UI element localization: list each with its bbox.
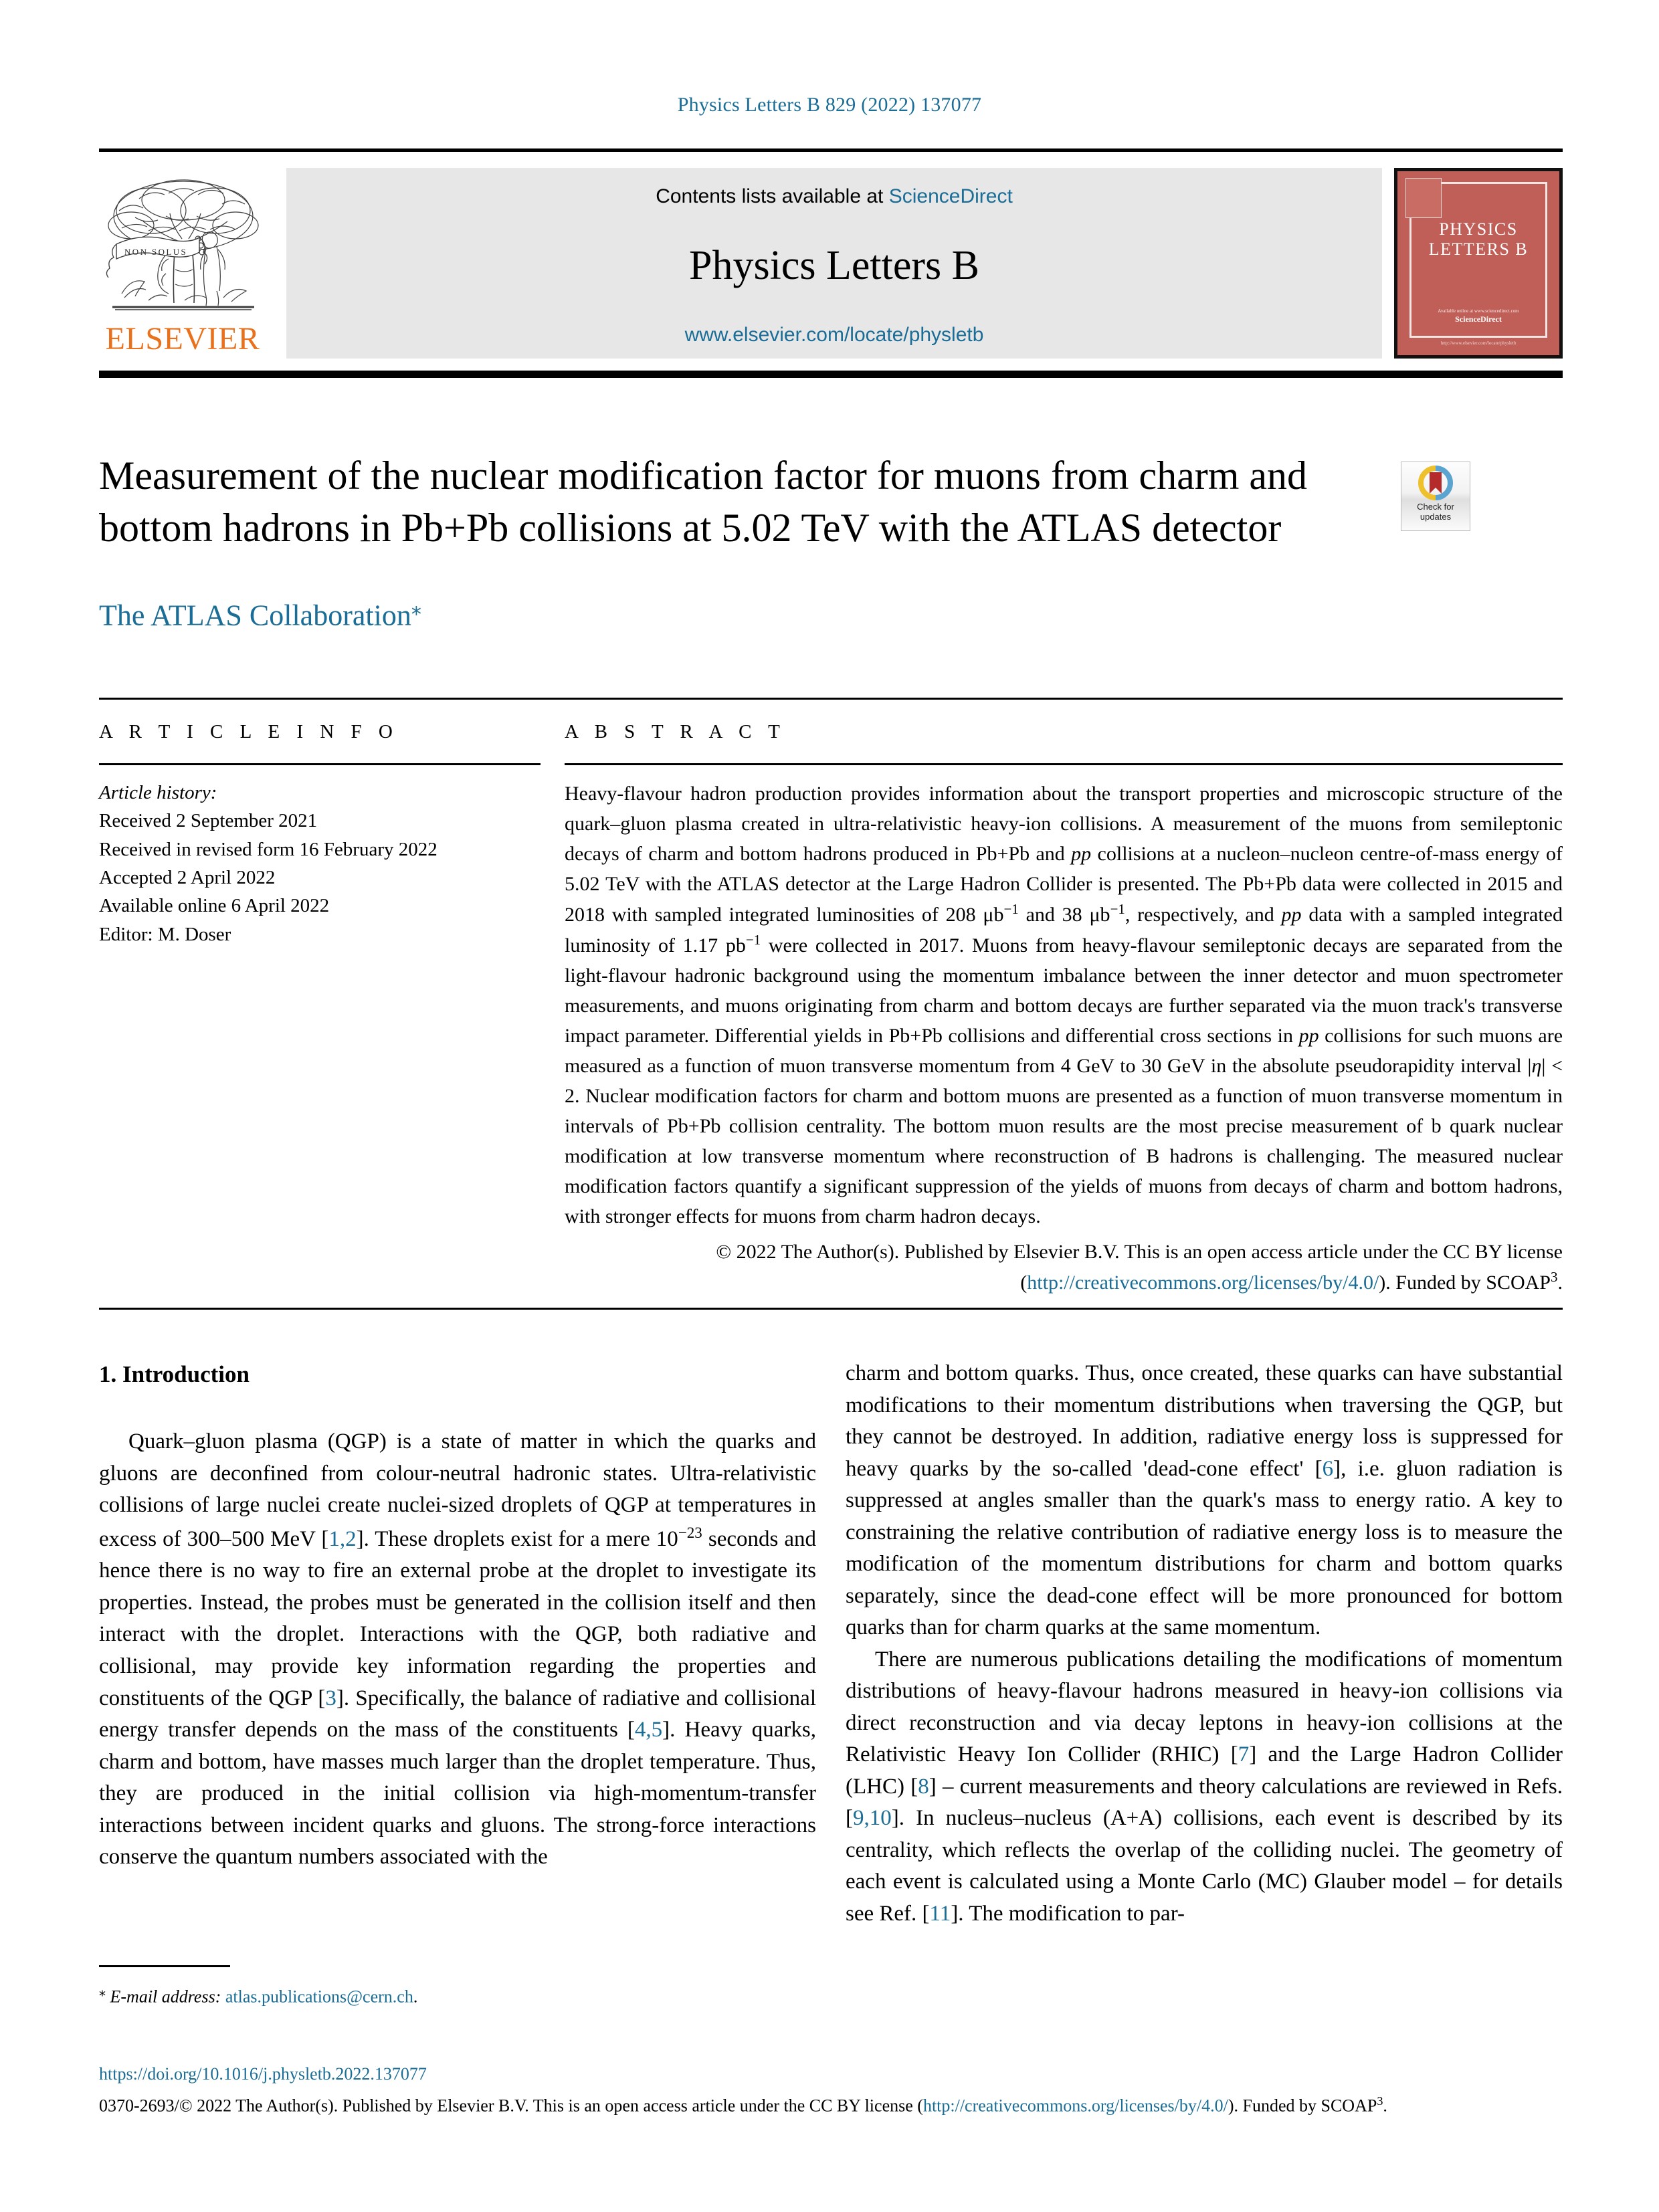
citation-ref[interactable]: 7 bbox=[1238, 1742, 1250, 1767]
body-column-right bbox=[846, 1358, 1563, 1930]
scoap-sup: 3 bbox=[1551, 1269, 1558, 1285]
footnote bbox=[99, 1983, 816, 2007]
footer-seg: . bbox=[1383, 2096, 1387, 2116]
abstract-top-rule bbox=[99, 698, 1563, 700]
abstract-seg: collisions for such muons are measured as a function of muon transverse momentum from 4 GeV to 30 GeV in the absolute pseudorapidity interval | bbox=[565, 1025, 1563, 1077]
copyright-seg: © 2022 The Author(s). Published by Elsevier B.V. This is an open access article under the CC BY license ( bbox=[716, 1241, 1563, 1294]
citation-ref[interactable]: 4,5 bbox=[634, 1718, 663, 1742]
page-footer bbox=[99, 2062, 1563, 2118]
abstract-pp: pp bbox=[1281, 904, 1302, 926]
body-sup: −23 bbox=[678, 1523, 702, 1541]
cc-license-link[interactable]: http://creativecommons.org/licenses/by/4.0/ bbox=[1027, 1272, 1379, 1294]
elsevier-tree-icon bbox=[104, 169, 262, 324]
footnote-marker: ⁎ bbox=[99, 1985, 106, 1999]
article-history-label: Article history: bbox=[99, 782, 217, 803]
body-seg: charm and bottom quarks. Thus, once created, these quarks can have substantial modifications to their momentum distributions when traversing the QGP, but they cannot be destroyed. In addition, radiative energy loss is suppressed for heavy quarks by the so-called 'dead-cone effect' [ bbox=[846, 1361, 1563, 1481]
abstract-pp: pp bbox=[1298, 1025, 1319, 1047]
body-seg: Quark–gluon plasma (QGP) is a state of matter in which the quarks and gluons are deconfined from colour-neutral hadronic states. Ultra-relativistic collisions of large nuclei create nuclei-sized droplets of QGP at temperatures in excess of 300–500 MeV [ bbox=[99, 1429, 816, 1551]
body-paragraph bbox=[846, 1644, 1563, 1930]
article-info-column bbox=[99, 721, 541, 1298]
elsevier-logo bbox=[99, 168, 274, 359]
abstract-bottom-rule bbox=[99, 1308, 1563, 1310]
running-head: Physics Letters B 829 (2022) 137077 bbox=[677, 94, 982, 116]
footer-seg: 0370-2693/© 2022 The Author(s). Published by Elsevier B.V. This is an open access article under the CC BY license ( bbox=[99, 2096, 923, 2116]
abstract-sup: −1 bbox=[1003, 901, 1019, 917]
abstract-body bbox=[565, 779, 1563, 1231]
body-seg: There are numerous publications detailing the modifications of momentum distributions of heavy-flavour hadrons measured in heavy-ion collisions via direct reconstruction and via decay leptons in heavy-ion collisions at the Relativistic Heavy Ion Collider (RHIC) [ bbox=[846, 1647, 1563, 1767]
footnote-rule bbox=[99, 1965, 230, 1967]
masthead-top-rule bbox=[99, 148, 1563, 152]
masthead-center-panel bbox=[286, 168, 1382, 359]
abstract-rule bbox=[565, 763, 1563, 765]
footer-cc-link[interactable]: http://creativecommons.org/licenses/by/4.0/ bbox=[922, 2096, 1228, 2116]
doi-link[interactable]: https://doi.org/10.1016/j.physletb.2022.137077 bbox=[99, 2064, 427, 2084]
article-body bbox=[99, 1358, 1563, 1930]
crossmark-label-line2: updates bbox=[1420, 511, 1452, 522]
non-solus-text: NON SOLUS bbox=[124, 247, 188, 257]
body-seg: seconds and hence there is no way to fire an external probe at the droplet to investigate its properties. Instead, the probes must be generated in the collision itself and then interact with the droplet. Interactions with the QGP, both radiative and collisional, may provide key information regarding the properties and constituents of the QGP [ bbox=[99, 1526, 816, 1710]
citation-ref[interactable]: 11 bbox=[929, 1901, 951, 1926]
copyright-seg: ). Funded by SCOAP bbox=[1379, 1272, 1551, 1294]
abstract-seg: and 38 μb bbox=[1018, 904, 1110, 926]
cover-elsevier-logo-icon bbox=[1405, 178, 1442, 218]
author-line bbox=[99, 597, 1563, 633]
author-footnote-marker: ⁎ bbox=[411, 597, 421, 619]
article-history-item: Received 2 September 2021 bbox=[99, 810, 318, 832]
contents-lists-prefix: Contents lists available at bbox=[656, 185, 889, 207]
body-seg: ] – current measurements and theory calculations are reviewed in Refs. [ bbox=[846, 1774, 1563, 1831]
body-paragraph bbox=[846, 1358, 1563, 1644]
title-block bbox=[99, 449, 1563, 633]
footer-seg: ). Funded by bbox=[1228, 2096, 1321, 2116]
abstract-seg: | < 2. Nuclear modification factors for charm and bottom muons are presented as a function of muon transverse momentum in intervals of Pb+Pb collision centrality. The bottom muon results are the most precise measurement of b quark nuclear modification at low transverse momentum where reconstruction of B hadrons is challenging. The measured nuclear modification factors quantify a significant suppression of the yields of muons from decays of charm and bottom hadrons, with stronger effects for muons from charm hadron decays. bbox=[565, 1055, 1563, 1227]
page-title: Measurement of the nuclear modification factor for muons from charm and bottom hadrons in Pb+Pb collisions at 5.02 TeV with the ATLAS detector bbox=[99, 454, 1308, 550]
body-seg: ] and the Large Hadron Collider (LHC) [ bbox=[846, 1742, 1563, 1799]
sciencedirect-link[interactable]: ScienceDirect bbox=[888, 185, 1013, 207]
footer-license-line bbox=[99, 2093, 1563, 2119]
article-info-rule bbox=[99, 763, 541, 765]
abstract-seg: Heavy-flavour hadron production provides information about the transport properties and microscopic structure of the quark–gluon plasma created in ultra-relativistic heavy-ion collisions. A measurement of the muons from semileptonic decays of charm and bottom hadrons produced in Pb+Pb and bbox=[565, 783, 1563, 865]
citation-ref[interactable]: 8 bbox=[918, 1774, 929, 1799]
masthead-bottom-rule bbox=[99, 371, 1563, 378]
article-history-item: Available online 6 April 2022 bbox=[99, 895, 330, 917]
crossmark-label bbox=[1417, 502, 1454, 522]
cover-sciencedirect-label: ScienceDirect bbox=[1455, 314, 1502, 324]
info-abstract-row bbox=[99, 721, 1563, 1298]
abstract-seg: , respectively, and bbox=[1125, 904, 1282, 926]
section-heading-introduction: 1. Introduction bbox=[99, 1361, 250, 1387]
article-history-item: Editor: M. Doser bbox=[99, 923, 231, 945]
journal-name: Physics Letters B bbox=[689, 243, 979, 288]
article-history-item: Received in revised form 16 February 2022 bbox=[99, 838, 437, 860]
footer-scoap: SCOAP bbox=[1321, 2096, 1377, 2116]
body-seg: ], i.e. gluon radiation is suppressed at angles smaller than the quark's mass to energy ratio. A key to constraining the relative contribution of radiative energy loss is to measure the modification of the momentum distributions for charm and bottom quarks separately, since the dead-cone effect will be more pronounced for bottom quarks than for charm quarks at the same momentum. bbox=[846, 1456, 1563, 1640]
abstract-copyright bbox=[565, 1237, 1563, 1298]
body-seg: ]. Specifically, the balance of radiative and collisional energy transfer depends on the mass of the constituents [ bbox=[99, 1686, 816, 1742]
cover-url-line: http://www.elsevier.com/locate/physletb bbox=[1440, 340, 1517, 346]
abstract-eta: η bbox=[1531, 1055, 1542, 1077]
body-column-left bbox=[99, 1358, 816, 1930]
abstract-seg: data with a sampled integrated luminosity of 1.17 pb bbox=[565, 904, 1563, 957]
contents-lists-line bbox=[656, 185, 1013, 208]
footnote-period: . bbox=[413, 1987, 418, 2007]
body-seg: ]. The modification to par- bbox=[951, 1901, 1185, 1926]
copyright-seg: . bbox=[1557, 1272, 1563, 1294]
abstract-seg: collisions at a nucleon–nucleon centre-of-mass energy of 5.02 TeV with the ATLAS detector at the Large Hadron Collider is presented. The Pb+Pb data were collected in 2015 and 2018 with sampled integrated luminosities of 208 μb bbox=[565, 843, 1563, 926]
abstract-sup: −1 bbox=[1110, 901, 1125, 917]
crossmark-icon bbox=[1416, 466, 1455, 502]
article-info-heading: A R T I C L E I N F O bbox=[99, 721, 399, 742]
body-seg: ]. In nucleus–nucleus (A+A) collisions, each event is described by its centrality, which reflects the overlap of the colliding nuclei. The geometry of each event is calculated using a Monte Carlo (MC) Glauber model – for details see Ref. [ bbox=[846, 1806, 1563, 1926]
author-name[interactable]: The ATLAS Collaboration bbox=[99, 599, 411, 632]
abstract-seg: were collected in 2017. Muons from heavy-flavour semileptonic decays are separated from the light-flavour hadronic background using the momentum imbalance between the inner detector and muon spectrometer measurements, and muons originating from charm and bottom decays are further separated via the muon track's transverse impact parameter. Differential yields in Pb+Pb collisions and differential cross sections in bbox=[565, 934, 1563, 1047]
abstract-pp: pp bbox=[1071, 843, 1092, 865]
journal-homepage-link[interactable]: www.elsevier.com/locate/physletb bbox=[684, 324, 984, 346]
citation-ref[interactable]: 1,2 bbox=[328, 1526, 357, 1551]
crossmark-label-line1: Check for bbox=[1417, 502, 1454, 512]
citation-ref[interactable]: 9,10 bbox=[853, 1806, 892, 1831]
contact-email-link[interactable]: atlas.publications@cern.ch bbox=[225, 1987, 413, 2007]
body-paragraph bbox=[99, 1426, 816, 1873]
crossmark-badge[interactable] bbox=[1401, 462, 1470, 531]
journal-cover-thumbnail bbox=[1394, 168, 1563, 359]
footnote-label: E-mail address: bbox=[110, 1987, 221, 2007]
abstract-column bbox=[565, 721, 1563, 1298]
article-history bbox=[99, 779, 541, 948]
citation-ref[interactable]: 3 bbox=[325, 1686, 336, 1710]
cover-title: PHYSICS LETTERS B bbox=[1428, 219, 1529, 259]
footer-scoap-sup: 3 bbox=[1377, 2094, 1383, 2108]
abstract-sup: −1 bbox=[745, 932, 761, 948]
elsevier-wordmark: ELSEVIER bbox=[105, 321, 260, 357]
body-seg: ]. These droplets exist for a mere 10 bbox=[356, 1526, 678, 1551]
body-seg: ]. Heavy quarks, charm and bottom, have masses much larger than the droplet temperature. Thus, they are produced in the initial collision via high-momentum-transfer interactions between incident quarks and gluons. The strong-force interactions conserve the quantum numbers associated with the bbox=[99, 1718, 817, 1870]
journal-masthead bbox=[99, 148, 1563, 378]
abstract-heading: A B S T R A C T bbox=[565, 721, 786, 742]
article-history-item: Accepted 2 April 2022 bbox=[99, 866, 276, 888]
citation-ref[interactable]: 6 bbox=[1322, 1456, 1334, 1481]
cover-available-line: Available online at www.sciencedirect.com bbox=[1438, 308, 1519, 314]
